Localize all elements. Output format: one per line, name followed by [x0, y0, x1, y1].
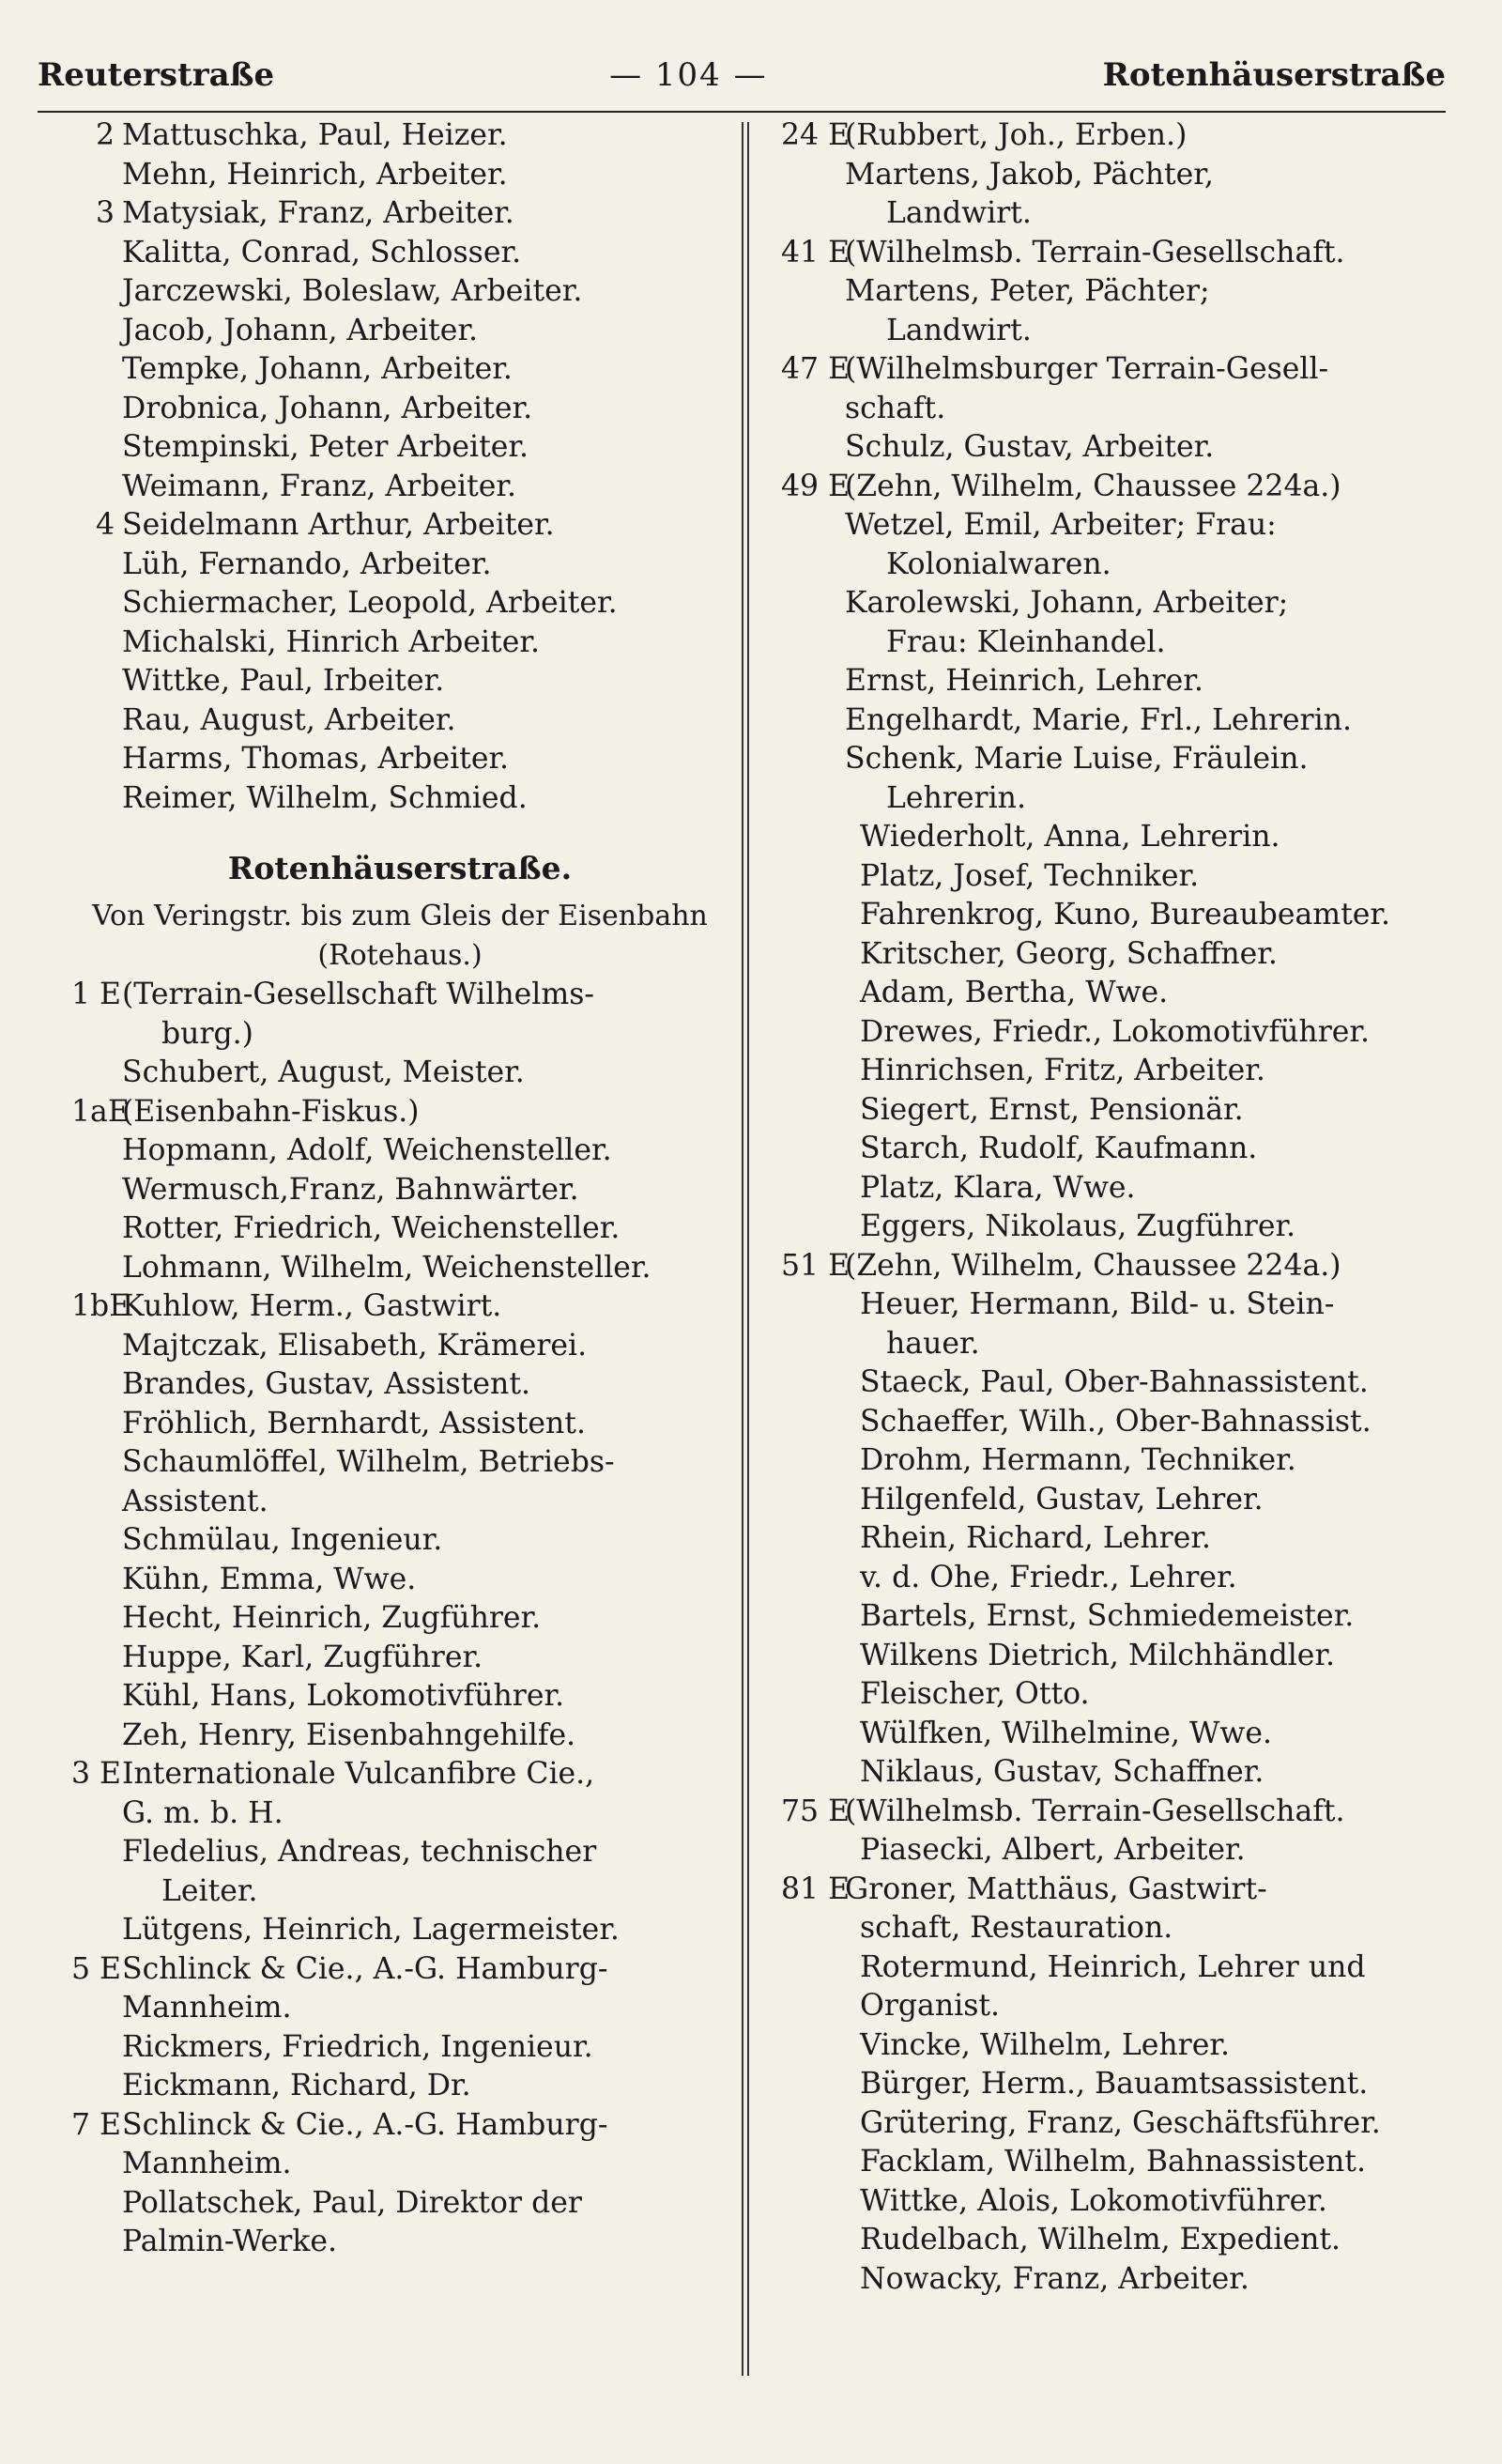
entry-text: Ernst, Heinrich, Lehrer. — [845, 664, 1203, 698]
header-left-street: Reuterstraße — [38, 56, 275, 94]
directory-entry — [71, 1950, 728, 1990]
street-heading: Rotenhäuserstraße. — [227, 850, 573, 886]
directory-entry — [71, 1911, 728, 1950]
directory-entry — [71, 779, 728, 819]
directory-entry — [781, 234, 1466, 273]
directory-entry — [781, 1169, 1466, 1209]
entry-text: Harms, Thomas, Arbeiter. — [122, 742, 510, 776]
entry-text: Schaumlöffel, Wilhelm, Betriebs- — [122, 1445, 615, 1479]
entry-text: Pollatschek, Paul, Direktor der — [122, 2185, 582, 2220]
directory-entry — [781, 116, 1466, 156]
directory-entry — [781, 1363, 1466, 1403]
entry-text: Stempinski, Peter Arbeiter. — [122, 430, 529, 464]
directory-entry — [71, 624, 728, 663]
entry-text: Bürger, Herm., Bauamtsassistent. — [860, 2067, 1369, 2101]
entry-text: schaft. — [845, 391, 946, 425]
entry-text: (Wilhelmsb. Terrain-Gesellschaft. — [845, 1794, 1345, 1828]
directory-entry — [781, 662, 1466, 701]
entry-text: v. d. Ohe, Friedr., Lehrer. — [860, 1560, 1237, 1594]
entry-text: Mannheim. — [122, 2147, 292, 2180]
directory-entry — [781, 1909, 1466, 1948]
directory-entry — [781, 546, 1466, 585]
directory-entry — [71, 1755, 728, 1794]
entry-text: Kühn, Emma, Wwe. — [122, 1562, 417, 1596]
directory-entry — [71, 1717, 728, 1756]
entry-text: (Zehn, Wilhelm, Chaussee 224a.) — [845, 1248, 1341, 1283]
entry-text: Martens, Jakob, Pächter, — [845, 157, 1214, 192]
directory-entry — [71, 1054, 728, 1093]
right-entries — [781, 116, 1466, 2299]
entry-text: (Eisenbahn-Fiskus.) — [122, 1094, 420, 1129]
house-number: 49 E — [781, 469, 851, 503]
entry-text: Wilkens Dietrich, Milchhändler. — [860, 1638, 1336, 1672]
directory-entry — [781, 857, 1466, 897]
directory-entry — [71, 1405, 728, 1444]
entry-text: Weimann, Franz, Arbeiter. — [122, 469, 516, 503]
directory-entry — [71, 1365, 728, 1405]
entry-text: Niklaus, Gustav, Schaffner. — [860, 1755, 1264, 1789]
house-number: 7 E — [71, 2107, 122, 2142]
entry-text: Zeh, Henry, Eisenbahngehilfe. — [122, 1717, 576, 1752]
directory-entry — [781, 2260, 1466, 2300]
directory-entry — [781, 1481, 1466, 1520]
entry-text: Groner, Matthäus, Gastwirt- — [845, 1871, 1267, 1906]
entry-text: Mannheim. — [122, 1991, 292, 2025]
page-header — [38, 49, 1446, 101]
entry-text: Organist. — [860, 1989, 1001, 2023]
directory-entry — [781, 974, 1466, 1013]
directory-entry — [781, 1675, 1466, 1715]
header-rule — [38, 111, 1446, 113]
directory-entry — [71, 662, 728, 701]
entry-text: Piasecki, Albert, Arbeiter. — [860, 1833, 1246, 1867]
house-number: 24 E — [781, 118, 851, 152]
house-number: 4 — [95, 508, 115, 542]
left-column — [71, 116, 728, 2262]
directory-entry — [71, 740, 728, 779]
directory-entry — [781, 1013, 1466, 1053]
entry-text: Schlinck & Cie., A.-G. Hamburg- — [122, 1951, 608, 1986]
directory-entry — [781, 896, 1466, 935]
directory-entry — [71, 1794, 728, 1834]
entry-text: Reimer, Wilhelm, Schmied. — [122, 780, 528, 815]
entry-text: Hecht, Heinrich, Zugführer. — [122, 1601, 542, 1635]
entry-text: Wetzel, Emil, Arbeiter; Frau: — [845, 508, 1277, 542]
directory-entry — [781, 1441, 1466, 1481]
entry-text: Jacob, Johann, Arbeiter. — [122, 313, 479, 347]
house-number: 1 E — [71, 978, 122, 1011]
directory-entry — [71, 1171, 728, 1210]
directory-entry — [71, 156, 728, 195]
house-number: 51 E — [781, 1248, 851, 1283]
header-right-street: Rotenhäuserstraße — [1102, 56, 1446, 94]
directory-entry — [781, 1715, 1466, 1754]
entry-text: Wiederholt, Anna, Lehrerin. — [860, 820, 1280, 854]
house-number: 81 E — [781, 1871, 851, 1906]
directory-entry — [71, 1872, 728, 1912]
directory-entry — [71, 1287, 728, 1327]
directory-entry — [71, 312, 728, 351]
directory-entry — [71, 1443, 728, 1483]
directory-entry — [71, 976, 728, 1015]
entry-text: Frau: Kleinhandel. — [886, 624, 1166, 659]
entry-text: Leiter. — [161, 1873, 258, 1908]
entry-text: Nowacky, Franz, Arbeiter. — [860, 2261, 1249, 2296]
entry-text: Jarczewski, Boleslaw, Arbeiter. — [122, 274, 583, 308]
directory-entry — [781, 1052, 1466, 1091]
entry-text: Assistent. — [122, 1484, 268, 1518]
page-number: — 104 — — [609, 56, 768, 94]
entry-text: (Wilhelmsburger Terrain-Gesell- — [845, 352, 1329, 386]
directory-entry — [781, 935, 1466, 975]
entry-text: Lohmann, Wilhelm, Weichensteller. — [122, 1250, 651, 1285]
directory-entry — [71, 1132, 728, 1171]
entry-text: Eickmann, Richard, Dr. — [122, 2069, 471, 2102]
house-number: 75 E — [781, 1794, 851, 1828]
directory-entry — [71, 272, 728, 312]
directory-entry — [71, 468, 728, 507]
entry-text: Schenk, Marie Luise, Fräulein. — [845, 742, 1309, 776]
entry-text: Starch, Rudolf, Kaufmann. — [860, 1132, 1258, 1165]
entry-text: (Wilhelmsb. Terrain-Gesellschaft. — [845, 235, 1345, 270]
entry-text: burg.) — [161, 1016, 253, 1051]
directory-entry — [781, 701, 1466, 741]
entry-text: Kühl, Hans, Lokomotivführer. — [122, 1679, 565, 1713]
directory-entry — [781, 1871, 1466, 1910]
directory-entry — [781, 2104, 1466, 2144]
entry-text: Palmin-Werke. — [122, 2225, 338, 2258]
directory-entry — [71, 1209, 728, 1249]
house-number: 5 E — [71, 1951, 122, 1986]
entry-text: Tempke, Johann, Arbeiter. — [122, 352, 513, 386]
entry-text: Heuer, Hermann, Bild- u. Stein- — [860, 1287, 1335, 1321]
entry-text: Fröhlich, Bernhardt, Assistent. — [122, 1406, 586, 1440]
entry-text: Fledelius, Andreas, technischer — [122, 1835, 597, 1869]
directory-entry — [71, 2067, 728, 2106]
directory-entry — [71, 506, 728, 546]
directory-entry — [71, 428, 728, 468]
column-divider-b — [747, 122, 749, 2376]
directory-entry — [781, 1130, 1466, 1169]
entry-text: Karolewski, Johann, Arbeiter; — [845, 586, 1289, 620]
entry-text: Eggers, Nikolaus, Zugführer. — [860, 1209, 1296, 1243]
left-entries-block2 — [71, 976, 728, 2262]
directory-entry — [71, 2184, 728, 2224]
directory-entry — [781, 194, 1466, 234]
house-number: 1aE — [71, 1094, 130, 1129]
entry-text: Drewes, Friedr., Lokomotivführer. — [860, 1014, 1371, 1049]
entry-text: Fleischer, Otto. — [860, 1677, 1090, 1711]
entry-text: Brandes, Gustav, Assistent. — [122, 1367, 530, 1401]
directory-entry — [71, 1521, 728, 1561]
entry-text: Mattuschka, Paul, Heizer. — [122, 118, 508, 152]
entry-text: Hinrichsen, Fritz, Arbeiter. — [860, 1054, 1265, 1087]
entry-text: Vincke, Wilhelm, Lehrer. — [860, 2027, 1230, 2062]
street-area: (Rotehaus.) — [317, 939, 483, 972]
entry-text: Schubert, August, Meister. — [122, 1055, 525, 1089]
directory-entry — [781, 1753, 1466, 1793]
entry-text: Lehrerin. — [886, 780, 1026, 815]
directory-entry — [71, 1327, 728, 1366]
entry-text: Rhein, Richard, Lehrer. — [860, 1521, 1211, 1555]
directory-entry — [71, 1989, 728, 2028]
entry-text: Lütgens, Heinrich, Lagermeister. — [122, 1913, 620, 1947]
entry-text: (Rubbert, Joh., Erben.) — [845, 118, 1188, 152]
entry-text: Landwirt. — [886, 196, 1032, 230]
entry-text: Adam, Bertha, Wwe. — [860, 976, 1169, 1009]
directory-entry — [71, 116, 728, 156]
directory-entry — [781, 1793, 1466, 1832]
directory-entry — [781, 1091, 1466, 1131]
entry-text: (Zehn, Wilhelm, Chaussee 224a.) — [845, 469, 1341, 503]
directory-entry — [781, 2143, 1466, 2182]
directory-entry — [71, 1599, 728, 1639]
directory-entry — [781, 1519, 1466, 1559]
entry-text: Landwirt. — [886, 313, 1032, 347]
directory-entry — [781, 1208, 1466, 1247]
entry-text: Wülfken, Wilhelmine, Wwe. — [860, 1716, 1273, 1750]
directory-entry — [71, 1677, 728, 1717]
entry-text: Staeck, Paul, Ober-Bahnassistent. — [860, 1365, 1369, 1399]
directory-entry — [781, 156, 1466, 195]
entry-text: Schaeffer, Wilh., Ober-Bahnassist. — [860, 1404, 1372, 1439]
directory-entry — [781, 390, 1466, 429]
directory-entry — [71, 2145, 728, 2184]
entry-text: Drobnica, Johann, Arbeiter. — [122, 391, 533, 425]
directory-entry — [71, 1249, 728, 1288]
directory-entry — [71, 390, 728, 429]
entry-text: Kuhlow, Herm., Gastwirt. — [122, 1289, 502, 1323]
entry-text: Rickmers, Friedrich, Ingenieur. — [122, 2029, 593, 2064]
entry-text: Schulz, Gustav, Arbeiter. — [845, 430, 1215, 464]
directory-entry — [781, 624, 1466, 663]
directory-entry — [71, 1561, 728, 1600]
house-number: 3 E — [71, 1757, 122, 1791]
entry-text: Seidelmann Arthur, Arbeiter. — [122, 508, 555, 542]
directory-entry — [781, 1559, 1466, 1598]
directory-entry — [71, 234, 728, 273]
street-range: Von Veringstr. bis zum Gleis der Eisenbahn — [92, 900, 708, 932]
house-number: 47 E — [781, 352, 851, 386]
entry-text: (Terrain-Gesellschaft Wilhelms- — [122, 978, 595, 1011]
directory-entry — [71, 2106, 728, 2146]
entry-text: Wittke, Paul, Irbeiter. — [122, 664, 445, 698]
entry-text: Mehn, Heinrich, Arbeiter. — [122, 157, 508, 192]
directory-entry — [781, 428, 1466, 468]
entry-text: Matysiak, Franz, Arbeiter. — [122, 196, 514, 230]
directory-entry — [71, 1093, 728, 1132]
directory-entry — [781, 272, 1466, 312]
entry-text: Hopmann, Adolf, Weichensteller. — [122, 1133, 612, 1167]
entry-text: Schmülau, Ingenieur. — [122, 1523, 443, 1557]
entry-text: Kalitta, Conrad, Schlosser. — [122, 235, 522, 270]
entry-text: Siegert, Ernst, Pensionär. — [860, 1092, 1244, 1127]
entry-text: Kolonialwaren. — [886, 547, 1111, 581]
entry-text: Michalski, Hinrich Arbeiter. — [122, 624, 540, 659]
directory-entry — [71, 194, 728, 234]
entry-text: Platz, Josef, Techniker. — [860, 858, 1200, 893]
directory-entry — [71, 1483, 728, 1522]
directory-entry — [71, 584, 728, 624]
house-number: 3 — [95, 196, 115, 230]
entry-text: Drohm, Hermann, Techniker. — [860, 1443, 1296, 1477]
house-number: 2 — [95, 118, 115, 152]
directory-entry — [781, 1286, 1466, 1325]
directory-entry — [781, 1247, 1466, 1286]
directory-entry — [781, 1831, 1466, 1871]
entry-text: Schiermacher, Leopold, Arbeiter. — [122, 586, 618, 620]
entry-text: Huppe, Karl, Zugführer. — [122, 1640, 483, 1674]
house-number: 41 E — [781, 235, 851, 270]
entry-text: Majtczak, Elisabeth, Krämerei. — [122, 1328, 588, 1363]
entry-text: Fahrenkrog, Kuno, Bureaubeamter. — [860, 898, 1391, 932]
directory-entry — [71, 701, 728, 741]
entry-text: Bartels, Ernst, Schmiedemeister. — [860, 1599, 1355, 1633]
directory-entry — [781, 1637, 1466, 1676]
entry-text: Rudelbach, Wilhelm, Expedient. — [860, 2223, 1341, 2256]
directory-entry — [71, 1833, 728, 1872]
directory-entry — [781, 1987, 1466, 2026]
directory-entry — [781, 2221, 1466, 2260]
directory-entry — [781, 818, 1466, 857]
directory-entry — [781, 506, 1466, 546]
directory-entry — [781, 779, 1466, 819]
directory-entry — [71, 2223, 728, 2262]
entry-text: Rotermund, Heinrich, Lehrer und — [860, 1949, 1366, 1984]
right-column — [781, 116, 1466, 2299]
directory-entry — [781, 1325, 1466, 1364]
entry-text: Schlinck & Cie., A.-G. Hamburg- — [122, 2107, 608, 2142]
directory-entry — [781, 2026, 1466, 2066]
entry-text: hauer. — [886, 1326, 980, 1361]
directory-entry — [781, 312, 1466, 351]
entry-text: Wermusch,Franz, Bahnwärter. — [122, 1172, 579, 1207]
entry-text: schaft, Restauration. — [860, 1911, 1173, 1945]
directory-entry — [71, 2028, 728, 2068]
entry-text: Internationale Vulcanfibre Cie., — [122, 1757, 595, 1791]
entry-text: G. m. b. H. — [122, 1795, 284, 1830]
directory-entry — [781, 740, 1466, 779]
entry-text: Facklam, Wilhelm, Bahnassistent. — [860, 2145, 1366, 2179]
entry-text: Grütering, Franz, Geschäftsführer. — [860, 2105, 1381, 2140]
entry-text: Hilgenfeld, Gustav, Lehrer. — [860, 1482, 1264, 1517]
entry-text: Lüh, Fernando, Arbeiter. — [122, 547, 492, 581]
house-number: 1bE — [71, 1289, 131, 1323]
entry-text: Martens, Peter, Pächter; — [845, 274, 1210, 308]
entry-text: Wittke, Alois, Lokomotivführer. — [860, 2183, 1327, 2218]
directory-entry — [781, 1948, 1466, 1988]
column-divider-a — [742, 122, 743, 2376]
directory-entry — [71, 350, 728, 390]
directory-entry — [781, 2182, 1466, 2222]
directory-entry — [781, 584, 1466, 624]
directory-entry — [71, 1015, 728, 1055]
directory-entry — [71, 1639, 728, 1678]
directory-entry — [71, 546, 728, 585]
entry-text: Engelhardt, Marie, Frl., Lehrerin. — [845, 702, 1352, 737]
directory-entry — [781, 468, 1466, 507]
entry-text: Rau, August, Arbeiter. — [122, 702, 456, 737]
directory-entry — [781, 1403, 1466, 1442]
left-entries-block1 — [71, 116, 728, 818]
directory-entry — [781, 2065, 1466, 2104]
entry-text: Rotter, Friedrich, Weichensteller. — [122, 1211, 621, 1245]
entry-text: Platz, Klara, Wwe. — [860, 1170, 1136, 1205]
entry-text: Kritscher, Georg, Schaffner. — [860, 936, 1278, 971]
directory-entry — [781, 350, 1466, 390]
directory-entry — [781, 1597, 1466, 1637]
